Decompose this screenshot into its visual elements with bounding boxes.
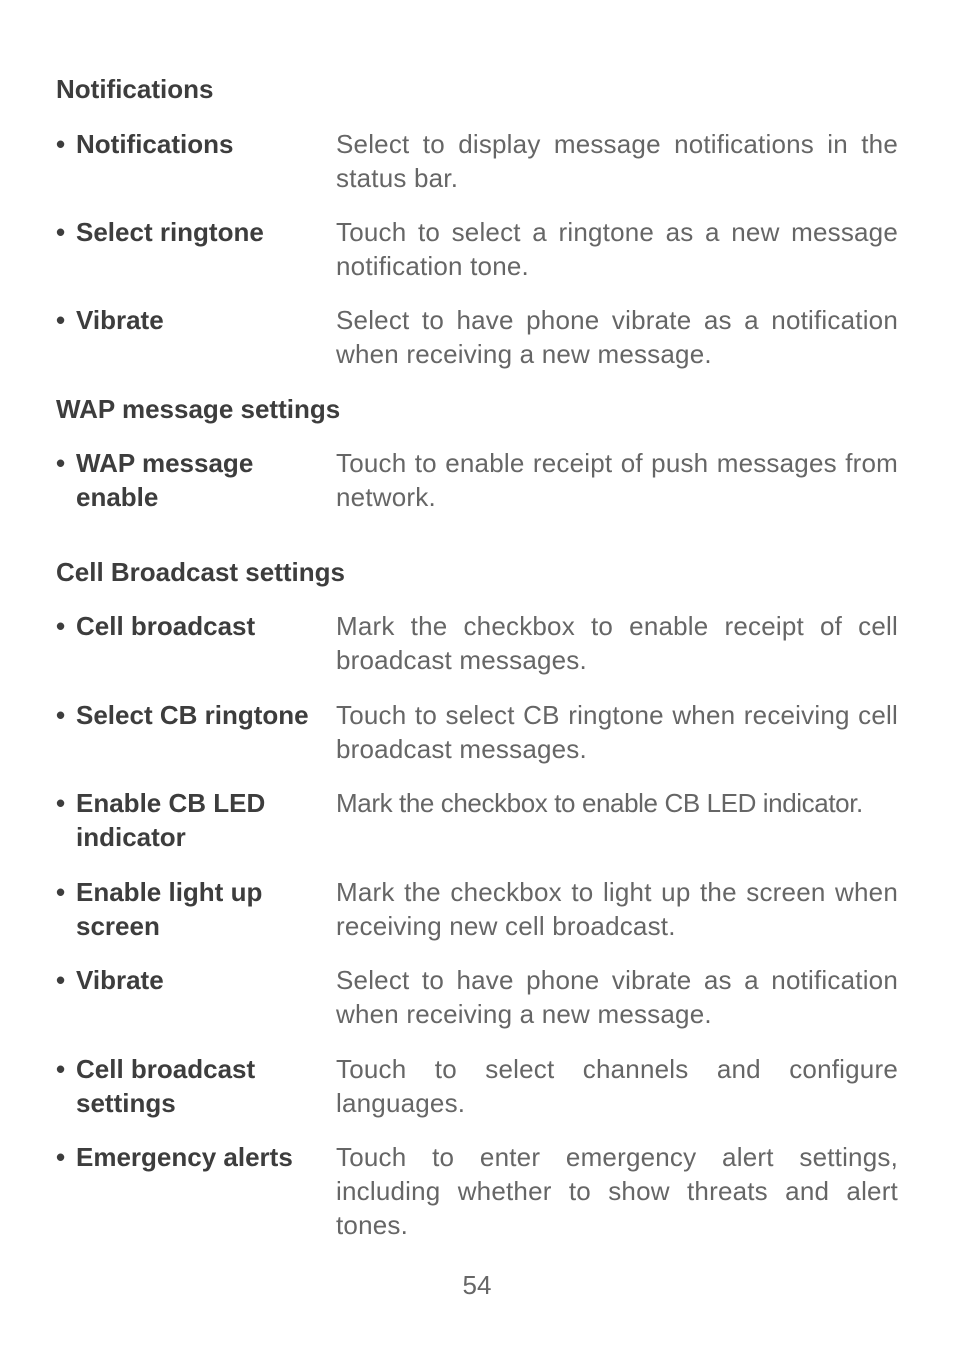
setting-term: [56, 875, 326, 943]
bullet: •: [56, 305, 66, 335]
setting-term-label: Select ringtone: [76, 217, 264, 247]
bullet: •: [56, 877, 66, 907]
bullet: •: [56, 1054, 66, 1084]
setting-description: Touch to enter emergency alert settings, including whether to show threats and alert tones.: [336, 1142, 898, 1240]
setting-term: [56, 1140, 326, 1174]
setting-description: Select to have phone vibrate as a notification when receiving a new message.: [336, 965, 898, 1029]
setting-description: Mark the checkbox to light up the screen when receiving new cell broadcast.: [336, 877, 898, 941]
section-heading-cell-broadcast-settings: Cell Broadcast settings: [56, 557, 345, 587]
setting-term-label: Cell broadcast settings: [76, 1054, 256, 1118]
setting-term-label: Enable light up screen: [76, 877, 263, 941]
setting-term-label: WAP message enable: [76, 448, 254, 512]
bullet: •: [56, 1142, 66, 1172]
setting-term: [56, 127, 326, 161]
page-number: 54: [462, 1270, 492, 1300]
bullet: •: [56, 611, 66, 641]
setting-term-label: Emergency alerts: [76, 1142, 293, 1172]
setting-term: [56, 609, 326, 643]
setting-term-label: Notifications: [76, 129, 234, 159]
setting-description: Touch to select a ringtone as a new message notification tone.: [336, 217, 898, 281]
setting-description: Select to display message notifications in the status bar.: [336, 129, 898, 193]
bullet: •: [56, 700, 66, 730]
bullet: •: [56, 217, 66, 247]
setting-term-label: Vibrate: [76, 965, 164, 995]
setting-description: Mark the checkbox to enable receipt of cell broadcast messages.: [336, 611, 898, 675]
setting-term-label: Cell broadcast: [76, 611, 256, 641]
setting-term-label: Vibrate: [76, 305, 164, 335]
setting-term: [56, 446, 326, 514]
setting-term: [56, 786, 326, 854]
bullet: •: [56, 448, 66, 478]
section-heading-wap-message-settings: WAP message settings: [56, 394, 341, 424]
setting-term: [56, 303, 326, 337]
setting-description: Touch to select channels and configure languages.: [336, 1054, 898, 1118]
bullet: •: [56, 965, 66, 995]
setting-term-label: Select CB ringtone: [76, 700, 309, 730]
setting-term-label: Enable CB LED indicator: [76, 788, 266, 852]
bullet: •: [56, 129, 66, 159]
setting-description: Touch to select CB ringtone when receiving cell broadcast messages.: [336, 700, 898, 764]
setting-term: [56, 215, 326, 249]
section-heading-notifications: Notifications: [56, 74, 214, 104]
setting-term: [56, 1052, 326, 1120]
bullet: •: [56, 788, 66, 818]
setting-description: Touch to enable receipt of push messages from network.: [336, 448, 898, 512]
setting-description: Select to have phone vibrate as a notification when receiving a new message.: [336, 305, 898, 369]
setting-term: [56, 963, 326, 997]
setting-description: Mark the checkbox to enable CB LED indicator.: [336, 788, 863, 818]
setting-term: [56, 698, 346, 732]
